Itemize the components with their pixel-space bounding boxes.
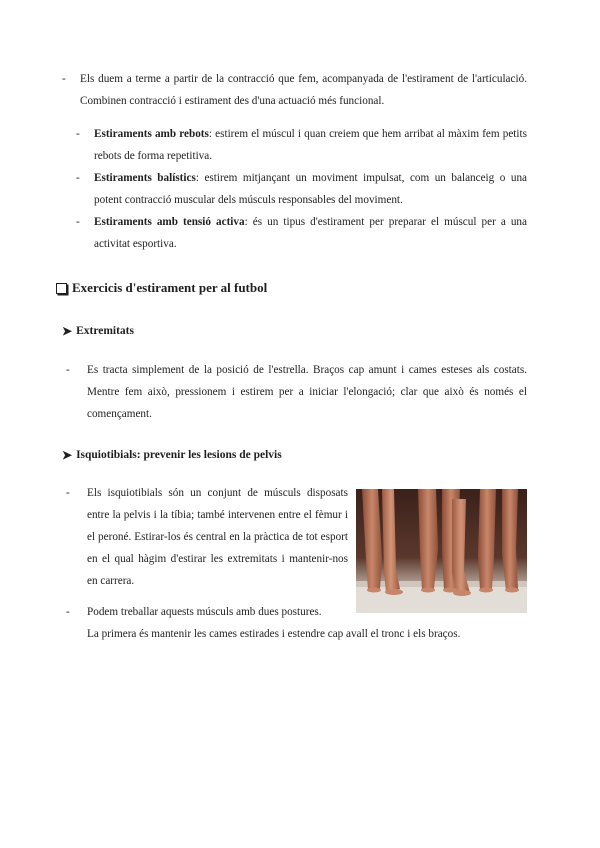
type-term: Estiraments balístics — [94, 172, 196, 184]
section-title: Exercicis d'estirament per al futbol — [72, 280, 268, 295]
intro-bullet: - — [62, 73, 66, 85]
isquiotibials-paragraph: Els isquiotibials són un conjunt de músculs disposats entre la pelvis i la tíbia; també intervenen entre el fèmur i el peroné. Estirar-los és central en la pràctica de tot esport en el qual hàgim d'estirar les extremitats i mantenir-nos en carrera. — [87, 487, 348, 587]
extremitats-bullet: - — [66, 364, 70, 376]
arrow-right-icon: ➤ — [62, 324, 73, 338]
intro-paragraph: Els duem a terme a partir de la contracció que fem, acompanyada de l'estirament de l'articulació. Combinen contracció i estirament des d'una actuació més funcional. — [80, 73, 527, 107]
stretching-photo — [356, 489, 527, 613]
type-bullet: - — [76, 216, 80, 228]
type-term: Estiraments amb rebots — [94, 128, 209, 140]
stretching-illustration — [356, 489, 527, 613]
arrow-right-icon: ➤ — [62, 448, 73, 462]
subheading-title: Extremitats — [76, 325, 134, 337]
subheading-isquiotibials — [62, 446, 282, 464]
isquiotibials-bullet: - — [66, 606, 70, 618]
type-text: : és un tipus d'estirament per preparar el múscul per a una activitat esportiva. — [94, 216, 527, 250]
isquiotibials-bullet: - — [66, 487, 70, 499]
extremitats-paragraph: Es tracta simplement de la posició de l'estrella. Braços cap amunt i cames esteses als costats. Mentre fem això, pressionem i estirem per a iniciar l'elongació; clar que això és només el començament. — [87, 364, 527, 420]
type-item-rebots — [94, 123, 527, 167]
checkbox-icon — [56, 283, 67, 294]
subheading-title: Isquiotibials: prevenir les lesions de pelvis — [76, 449, 282, 461]
type-term: Estiraments amb tensió activa — [94, 216, 245, 228]
type-bullet: - — [76, 172, 80, 184]
type-bullet: - — [76, 128, 80, 140]
isquiotibials-first-posture-line: La primera és mantenir les cames estirades i estendre cap avall el tronc i els braços. — [87, 628, 461, 640]
isquiotibials-postures-line: Podem treballar aquests músculs amb dues postures. — [87, 606, 322, 618]
type-text: : estirem mitjançant un moviment impulsat, com un balanceig o una potent contracció muscular dels músculs responsables del moviment. — [94, 172, 527, 206]
type-item-tensio-activa — [94, 211, 527, 255]
subheading-extremitats — [62, 322, 134, 340]
section-heading — [56, 279, 267, 297]
type-item-balistics — [94, 167, 527, 211]
type-text: : estirem el múscul i quan creiem que hem arribat al màxim fem petits rebots de forma repetitiva. — [94, 128, 527, 162]
